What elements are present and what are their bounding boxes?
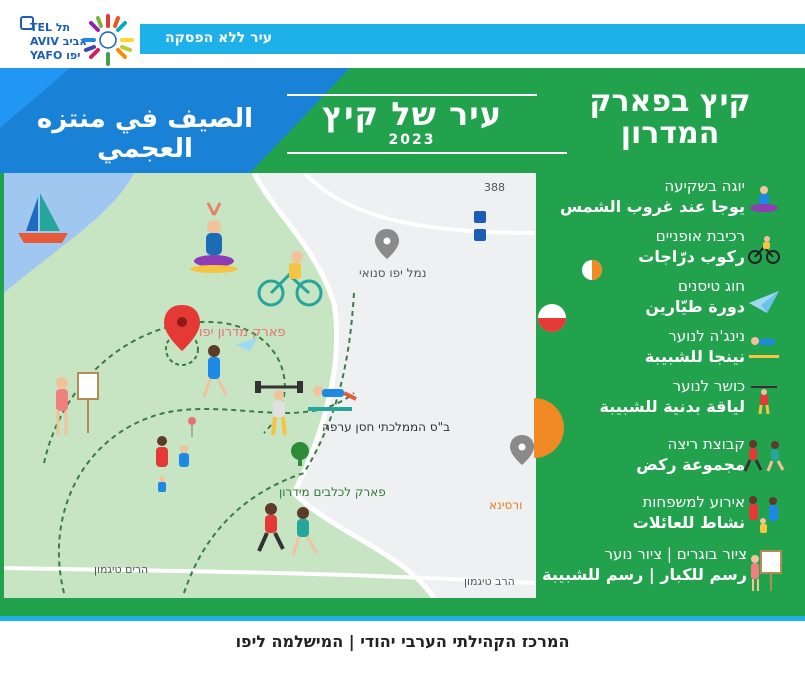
activity-name-arabic: نينجا للشبيبة bbox=[644, 347, 745, 366]
family-icon bbox=[743, 495, 787, 535]
activity-item[interactable] bbox=[535, 493, 745, 534]
city-summer-title: עיר של קיץ bbox=[321, 95, 503, 133]
map-label-dogpark: פארק לכלבים מידרון bbox=[279, 485, 386, 499]
logo-text-line3: YAFO יפו bbox=[30, 49, 81, 62]
activity-name-hebrew: יוגה בשקיעה bbox=[664, 177, 745, 195]
activity-name-arabic: لياقة بدنية للشبيبة bbox=[599, 397, 745, 416]
bus-icon-2 bbox=[474, 229, 486, 241]
activity-name-hebrew: אירוע למשפחות bbox=[642, 493, 745, 511]
city-summer-year: 2023 bbox=[388, 132, 436, 148]
banner-title-arabic: الصيف في منتزه العجمي bbox=[36, 104, 254, 164]
footer-text: המרכז הקהילתי הערבי יהודי | המישלמה ליפו bbox=[235, 632, 570, 651]
activity-item[interactable] bbox=[535, 435, 745, 476]
map-label-street2: הרב טיגמון bbox=[464, 575, 515, 588]
activity-list bbox=[540, 173, 805, 598]
logo-text-line1: TEL תל bbox=[30, 21, 71, 34]
paper-plane-icon bbox=[747, 285, 781, 319]
running-icon bbox=[743, 439, 787, 473]
activity-item[interactable] bbox=[535, 227, 745, 268]
activity-item[interactable] bbox=[535, 377, 745, 418]
activity-item[interactable] bbox=[535, 327, 745, 368]
tel-aviv-yafo-logo[interactable] bbox=[6, 6, 146, 62]
bus-icon-1 bbox=[474, 211, 486, 223]
title-line-bottom bbox=[287, 152, 567, 154]
activity-name-hebrew: רכיבת אופניים bbox=[655, 227, 745, 245]
activity-name-arabic: دورة طيّارين bbox=[645, 297, 745, 316]
bicycle-icon bbox=[747, 233, 781, 267]
activity-item[interactable] bbox=[517, 545, 747, 586]
activity-name-arabic: ركوب درّاجات bbox=[638, 247, 745, 266]
map-label-sina: ורסינא bbox=[489, 498, 523, 512]
main-poster-panel bbox=[0, 68, 805, 616]
activity-name-hebrew: כושר לנוער bbox=[672, 377, 745, 395]
slogan-text: עיר ללא הפסקה bbox=[165, 30, 273, 46]
footer-divider bbox=[0, 616, 805, 621]
activity-name-hebrew: נינג'ה לנוער bbox=[668, 327, 745, 345]
map-drawing bbox=[4, 173, 536, 598]
activity-name-arabic: مجموعة ركض bbox=[636, 455, 745, 474]
activity-item[interactable] bbox=[535, 277, 745, 318]
map-label-port: נמל יפו סנואי bbox=[359, 266, 427, 280]
activity-name-hebrew: קבוצת ריצה bbox=[667, 435, 745, 453]
city-of-summer-logo bbox=[287, 96, 537, 166]
map-label-school: ב"ס הממלכתי חסן ערפה bbox=[322, 420, 451, 434]
activity-name-arabic: يوجا عند غروب الشمس bbox=[559, 197, 745, 216]
top-header bbox=[0, 0, 805, 62]
painting-icon bbox=[749, 549, 785, 593]
logo-text-line2: AVIV אביב bbox=[30, 35, 88, 48]
colorful-sun-icon bbox=[80, 12, 136, 68]
activity-name-arabic: نشاط للعائلات bbox=[632, 513, 745, 532]
banner-title-hebrew: קיץ בפארק המדרון bbox=[589, 84, 751, 151]
activity-name-arabic: رسم للكبار | رسم للشبيبة bbox=[542, 565, 747, 584]
ninja-icon bbox=[747, 333, 781, 367]
tree-icon bbox=[291, 442, 309, 460]
map-label-road: 388 bbox=[484, 181, 505, 194]
map-label-park: פארק מדרון יפו bbox=[199, 325, 286, 340]
fitness-icon bbox=[747, 381, 781, 415]
activity-name-hebrew: חוג טיסנים bbox=[678, 277, 745, 295]
map-label-street: הרים טיגמון bbox=[94, 563, 149, 576]
yoga-icon bbox=[747, 181, 781, 215]
activity-name-hebrew: ציור בוגרים | ציור נוער bbox=[604, 545, 747, 563]
park-map[interactable] bbox=[4, 173, 536, 598]
activity-item[interactable] bbox=[535, 177, 745, 218]
